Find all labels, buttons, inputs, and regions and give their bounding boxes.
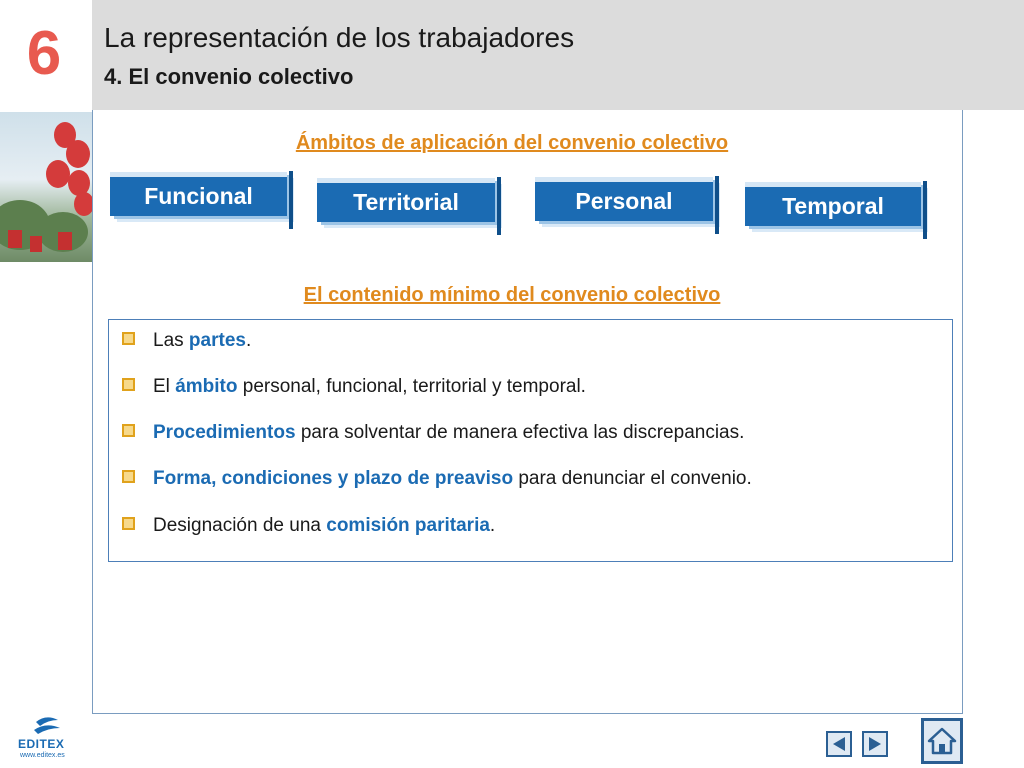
checkbox-bullet-icon <box>122 332 135 345</box>
item-text: . <box>489 515 496 536</box>
next-button[interactable] <box>862 731 888 757</box>
ambitos-heading: Ámbitos de aplicación del convenio colectivo <box>295 132 729 154</box>
previous-arrow-icon <box>832 736 846 752</box>
balloon-shape <box>74 192 92 216</box>
checkbox-bullet-icon <box>122 378 135 391</box>
tab-personal[interactable]: Personal <box>535 177 713 221</box>
editex-brand: EDITEX <box>18 737 65 751</box>
previous-button[interactable] <box>826 731 852 757</box>
item-text: Designación de una <box>153 515 327 536</box>
item-highlight: Forma, condiciones y plazo de preaviso <box>153 468 514 489</box>
item-text: personal, funcional, territorial y temporal. <box>237 376 586 397</box>
page-title: La representación de los trabajadores <box>104 22 575 53</box>
page-subtitle: 4. El convenio colectivo <box>104 64 354 89</box>
home-icon <box>927 726 957 756</box>
item-highlight: ámbito <box>175 376 238 397</box>
tab-territorial[interactable]: Territorial <box>317 178 495 222</box>
flag-shape <box>8 230 22 248</box>
chapter-box <box>0 0 92 110</box>
home-button[interactable] <box>921 718 963 764</box>
list-item <box>122 375 586 399</box>
editex-url: www.editex.es <box>20 752 65 759</box>
item-text: para solventar de manera efectiva las discrepancias. <box>295 422 745 443</box>
contenido-heading: El contenido mínimo del convenio colectivo <box>303 284 721 306</box>
next-arrow-icon <box>868 736 882 752</box>
tab-funcional[interactable]: Funcional <box>110 172 287 216</box>
item-text: El <box>153 376 176 397</box>
list-item <box>122 329 251 353</box>
checkbox-bullet-icon <box>122 470 135 483</box>
item-highlight: comisión paritaria <box>326 515 490 536</box>
balloon-shape <box>46 160 70 188</box>
checkbox-bullet-icon <box>122 517 135 530</box>
list-item <box>122 514 495 538</box>
item-highlight: Procedimientos <box>153 422 296 443</box>
chapter-number: 6 <box>26 19 62 88</box>
header-band <box>0 0 1024 110</box>
list-item <box>122 467 752 491</box>
flag-shape <box>58 232 72 250</box>
item-text: Las <box>153 330 189 351</box>
list-item <box>122 421 744 445</box>
tab-temporal[interactable]: Temporal <box>745 182 921 226</box>
flag-shape <box>30 236 42 252</box>
checkbox-bullet-icon <box>122 424 135 437</box>
item-highlight: partes <box>188 330 246 351</box>
item-text: . <box>245 330 252 351</box>
item-text: para denunciar el convenio. <box>513 468 752 489</box>
